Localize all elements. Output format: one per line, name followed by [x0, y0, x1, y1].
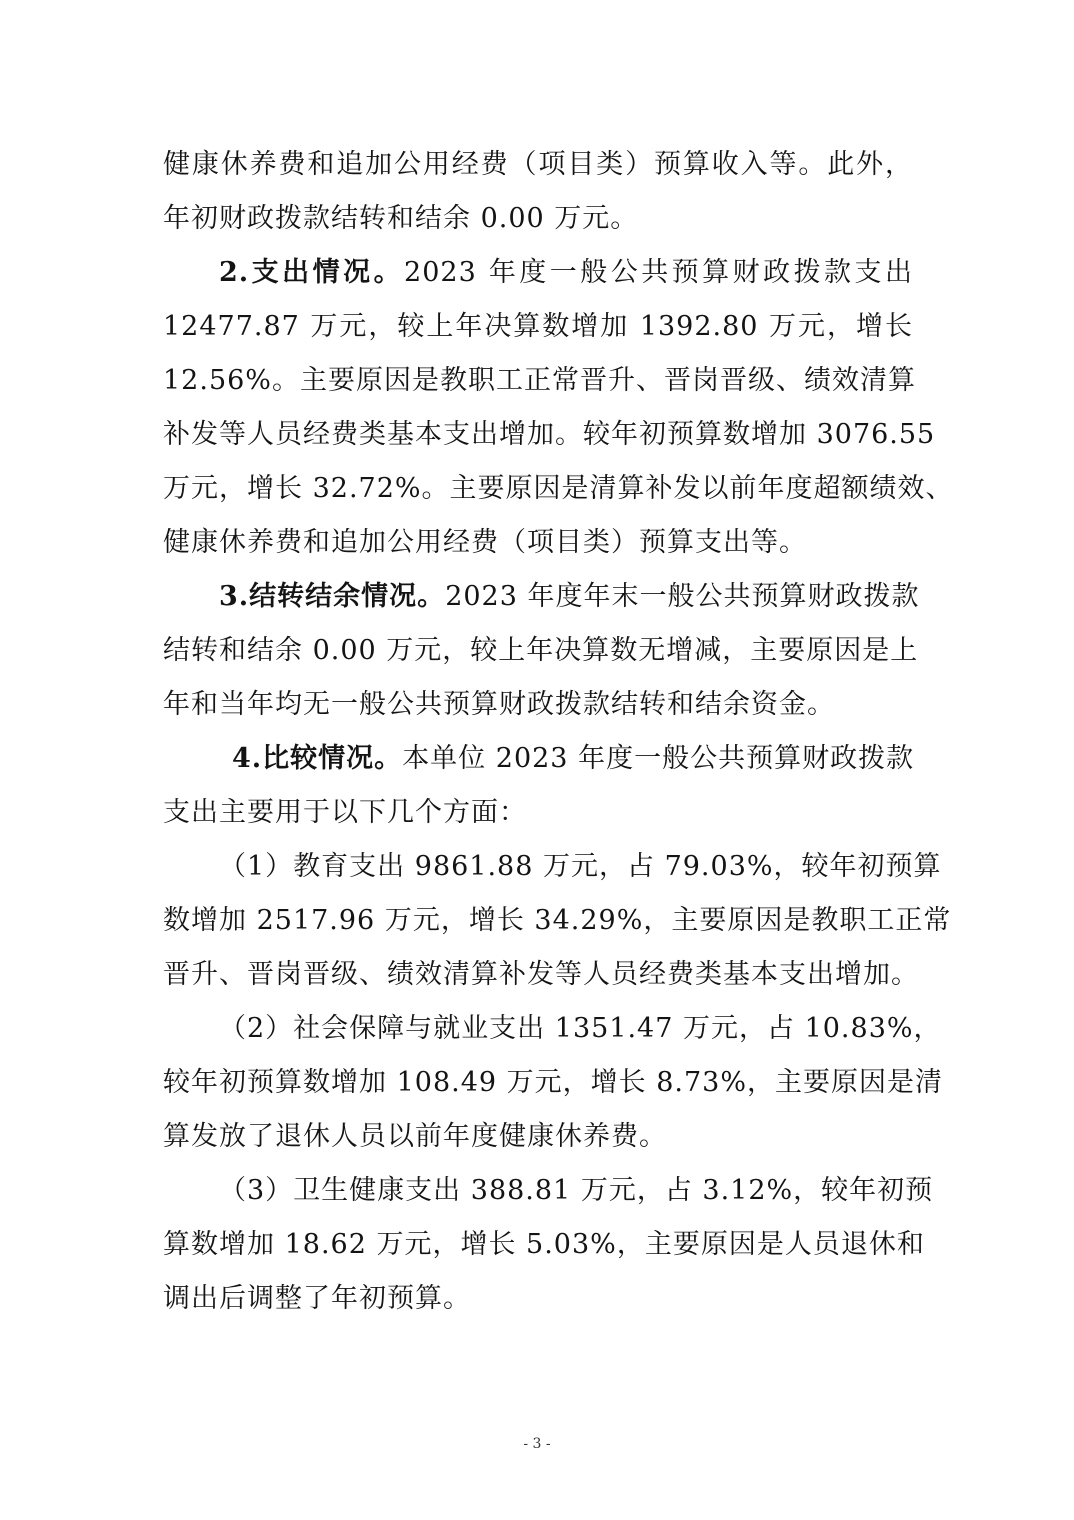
text-line [163, 685, 913, 725]
page-number: - 3 - [523, 1436, 551, 1452]
text-line [219, 577, 920, 617]
line-text: 结转和结余 0.00 万元，较上年决算数无增减，主要原因是上 [163, 635, 919, 666]
line-text: 健康休养费和追加公用经费（项目类）预算支出等。 [163, 527, 807, 558]
line-text: 支出主要用于以下几个方面： [163, 797, 527, 828]
line-text: 数增加 2517.96 万元，增长 34.29%，主要原因是教职工正常 [163, 905, 952, 936]
text-line [163, 1117, 913, 1157]
text-line [163, 793, 913, 833]
line-text: （3）卫生健康支出 388.81 万元，占 3.12%，较年初预 [219, 1175, 934, 1206]
line-text: 补发等人员经费类基本支出增加。较年初预算数增加 3076.55 [163, 419, 936, 450]
text-line [163, 415, 936, 455]
text-line [163, 469, 954, 509]
line-text: 健康休养费和追加公用经费（项目类）预算收入等。此外， [163, 149, 913, 180]
text-line [163, 631, 919, 671]
line-text: 晋升、晋岗晋级、绩效清算补发等人员经费类基本支出增加。 [163, 959, 919, 990]
text-line [163, 307, 913, 347]
section-heading: 3.结转结余情况。 [219, 581, 446, 612]
line-text: 万元，增长 32.72%。主要原因是清算补发以前年度超额绩效、 [163, 473, 954, 504]
text-line [219, 1009, 942, 1049]
text-line [163, 955, 919, 995]
line-text: 调出后调整了年初预算。 [163, 1283, 471, 1314]
text-line [163, 145, 913, 185]
line-text: 2023 年度一般公共预算财政拨款支出 [404, 257, 914, 288]
line-text: 算数增加 18.62 万元，增长 5.03%，主要原因是人员退休和 [163, 1229, 925, 1260]
line-text: 本单位 2023 年度一般公共预算财政拨款 [402, 743, 915, 774]
line-text: 算发放了退休人员以前年度健康休养费。 [163, 1121, 667, 1152]
line-text: 年和当年均无一般公共预算财政拨款结转和结余资金。 [163, 689, 835, 720]
line-text: 12.56%。主要原因是教职工正常晋升、晋岗晋级、绩效清算 [163, 365, 916, 396]
text-line [163, 361, 916, 401]
text-line [163, 1225, 925, 1265]
line-text: 2023 年度年末一般公共预算财政拨款 [445, 581, 920, 612]
text-line [219, 253, 913, 293]
text-line [163, 1063, 943, 1103]
text-line [163, 1279, 913, 1319]
text-line [219, 1171, 934, 1211]
line-text: 较年初预算数增加 108.49 万元，增长 8.73%，主要原因是清 [163, 1067, 943, 1098]
text-line [163, 199, 913, 239]
section-heading: 4.比较情况。 [232, 743, 403, 774]
line-text: （2）社会保障与就业支出 1351.47 万元，占 10.83%， [219, 1013, 942, 1044]
section-heading: 2.支出情况。 [219, 257, 405, 288]
line-text: 年初财政拨款结转和结余 0.00 万元。 [163, 203, 639, 234]
text-line [219, 847, 942, 887]
text-line [163, 901, 952, 941]
line-text: 12477.87 万元，较上年决算数增加 1392.80 万元，增长 [163, 311, 913, 342]
text-line [232, 739, 913, 779]
text-line [163, 523, 913, 563]
line-text: （1）教育支出 9861.88 万元，占 79.03%，较年初预算 [219, 851, 942, 882]
